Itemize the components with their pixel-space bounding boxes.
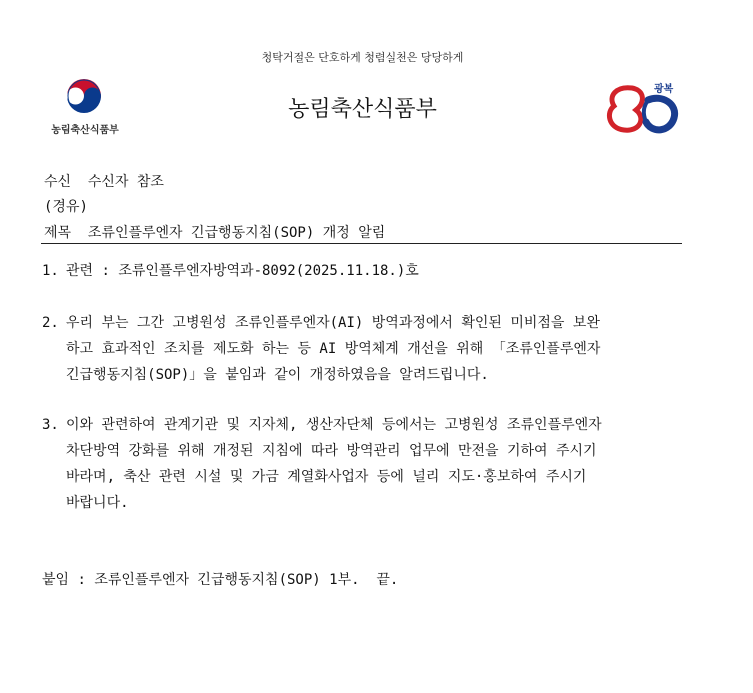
paragraph-number: 2.: [42, 315, 59, 331]
paragraph-1: [42, 258, 692, 284]
subject-line: 제목 조류인플루엔자 긴급행동지침(SOP) 개정 알림: [44, 225, 386, 241]
paragraph-number: 1.: [42, 263, 59, 279]
liberation-80-emblem: [602, 78, 682, 138]
emblem-label: 광복: [654, 84, 674, 95]
logo-label: 농림축산식품부: [51, 125, 119, 136]
paragraph-2: [42, 310, 692, 388]
paragraph-number: 3.: [42, 417, 59, 433]
paragraph-line: 이와 관련하여 관계기관 및 지자체, 생산자단체 등에서는 고병원성 조류인플루엔자: [66, 417, 602, 433]
title-divider: [41, 243, 682, 244]
paragraph-line: 바랍니다.: [66, 495, 129, 511]
recipient-line: 수신 수신자 참조: [44, 174, 164, 190]
ministry-title: 농림축산식품부: [288, 97, 437, 122]
slogan: 청탁거절은 단호하게 청렴실천은 당당하게: [261, 51, 464, 64]
paragraph-line: 우리 부는 그간 고병원성 조류인플루엔자(AI) 방역과정에서 확인된 미비점을 보완: [66, 315, 600, 331]
paragraph-line: 바라며, 축산 관련 시설 및 가금 계열화사업자 등에 널리 지도·홍보하여 주시기: [66, 469, 587, 485]
paragraph-line: 하고 효과적인 조치를 제도화 하는 등 AI 방역체계 개선을 위해 「조류인플루엔자: [66, 341, 601, 357]
paragraph-line: 긴급행동지침(SOP)」을 붙임과 같이 개정하였음을 알려드립니다.: [66, 367, 489, 383]
paragraph-3: [42, 412, 692, 516]
attachment-line: 붙임 : 조류인플루엔자 긴급행동지침(SOP) 1부. 끝.: [42, 572, 399, 588]
via-line: (경유): [44, 199, 88, 215]
paragraph-line: 관련 : 조류인플루엔자방역과-8092(2025.11.18.)호: [66, 263, 419, 279]
paragraph-line: 차단방역 강화를 위해 개정된 지침에 따라 방역관리 업무에 만전을 기하여 주시기: [66, 443, 597, 459]
